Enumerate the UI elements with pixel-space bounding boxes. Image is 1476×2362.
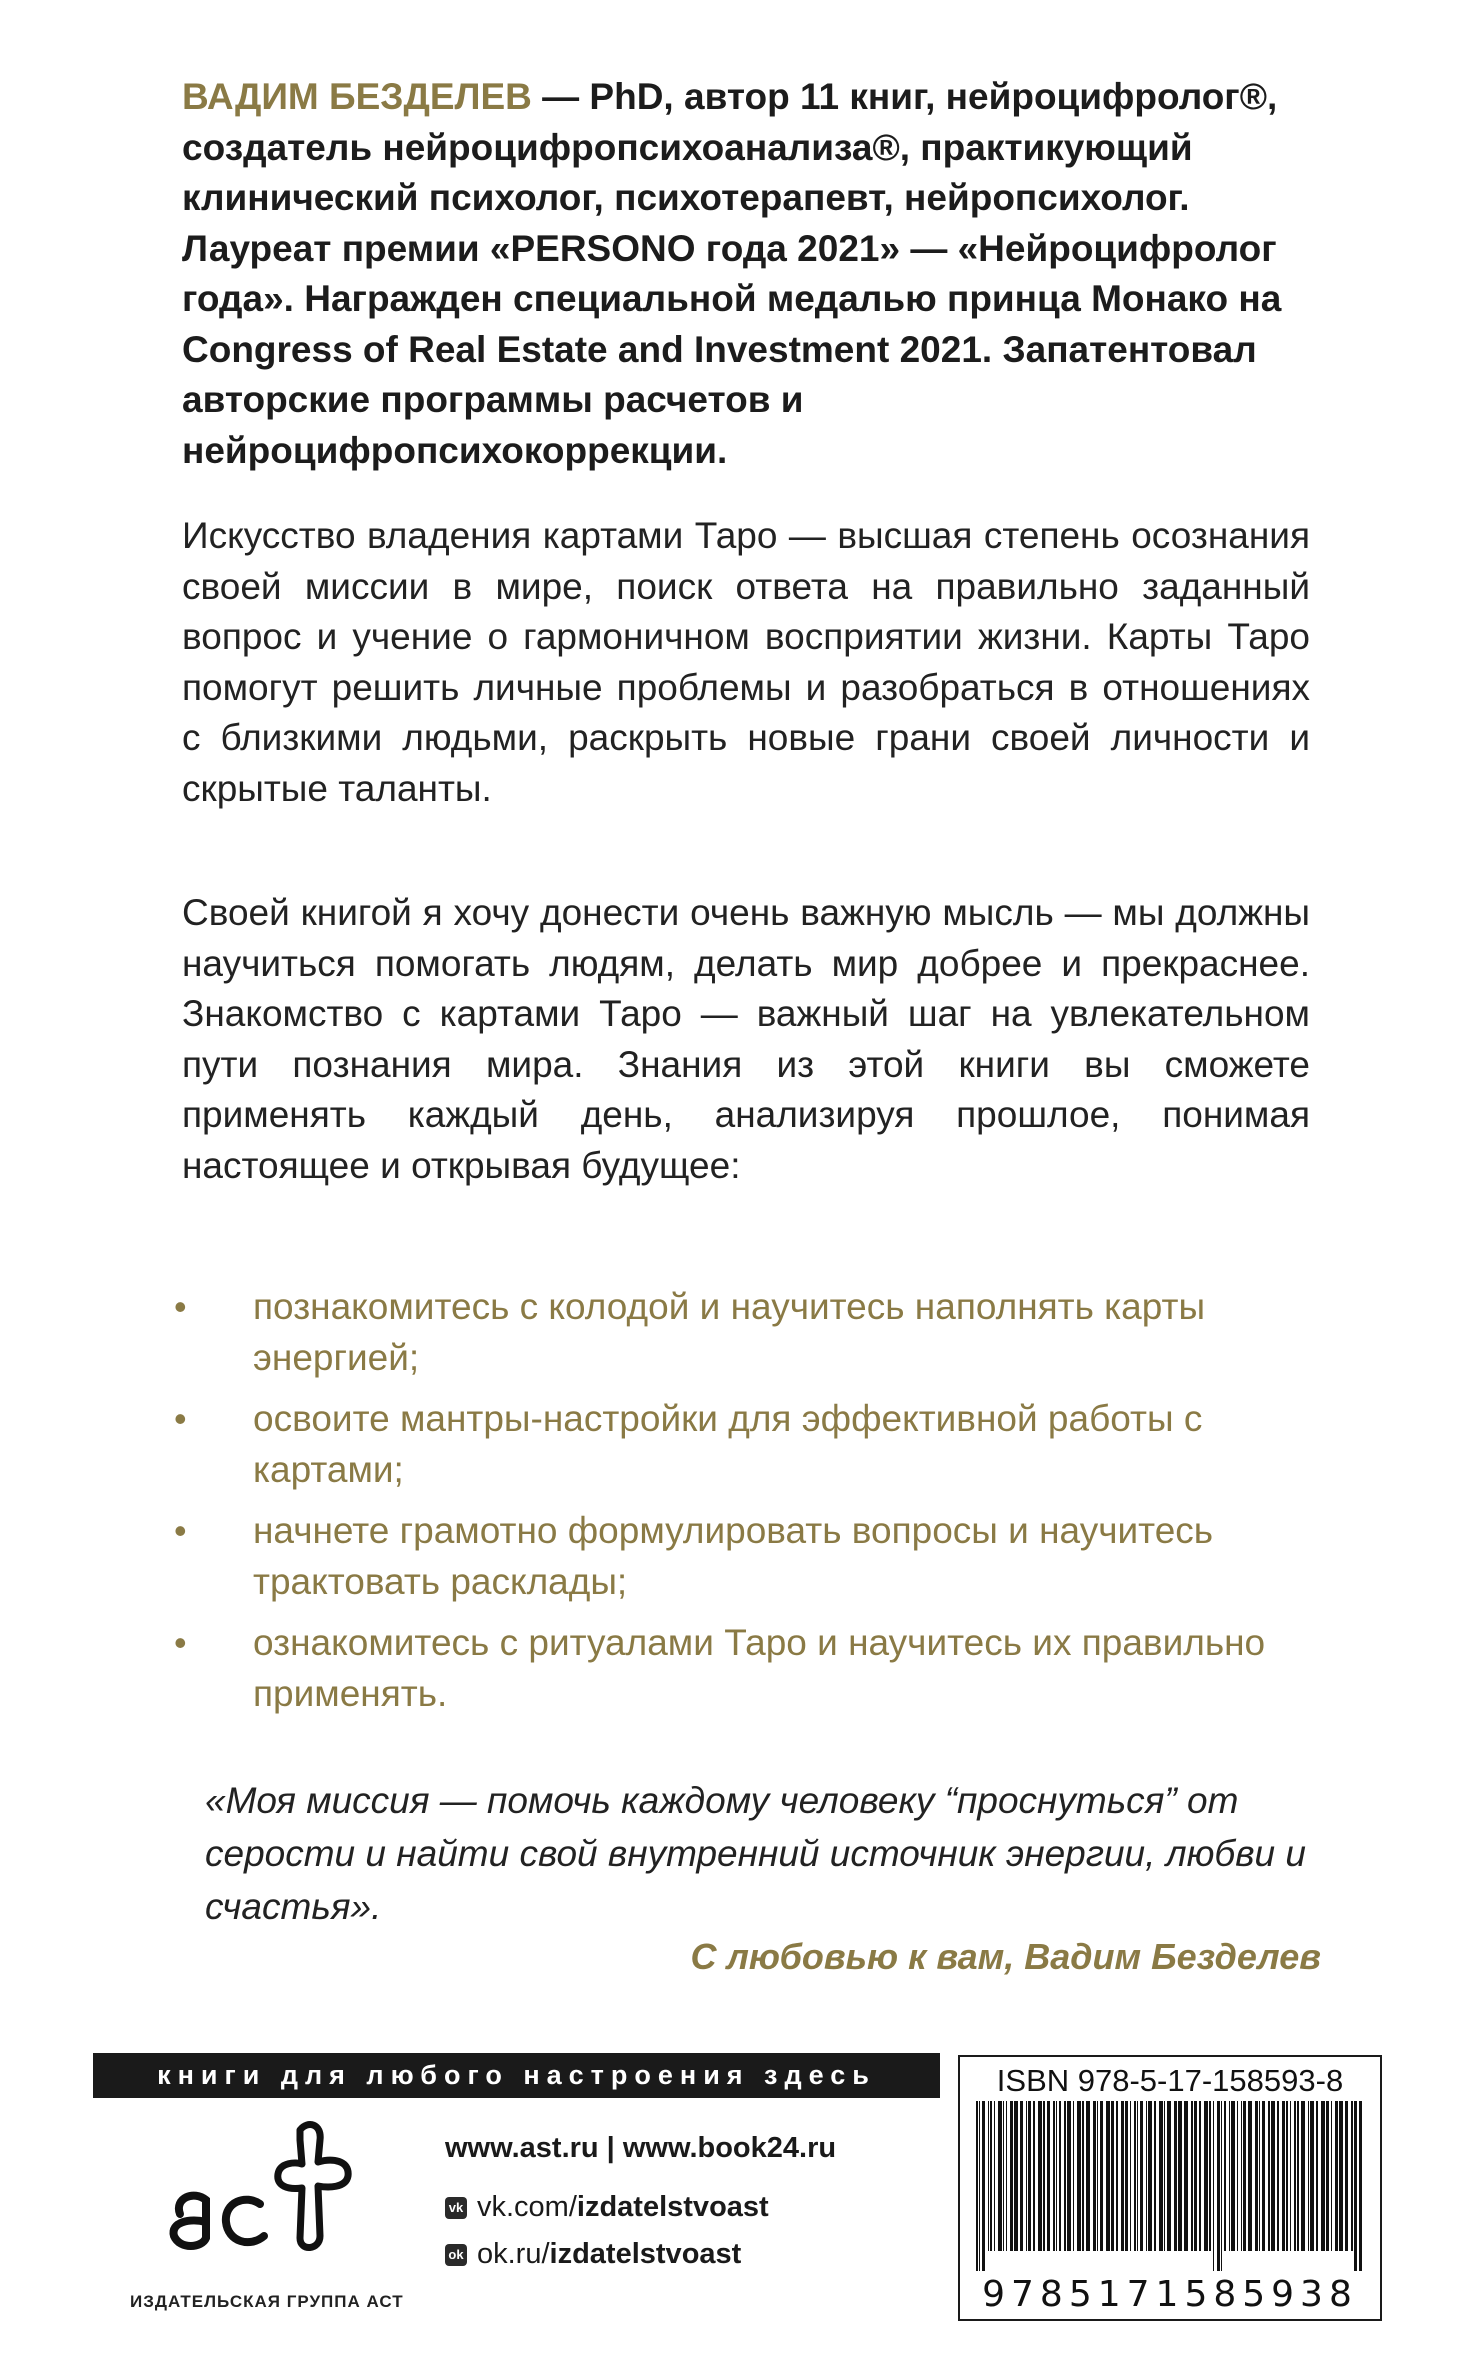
bullet-icon: • — [174, 1398, 187, 1439]
author-bio — [182, 72, 1322, 476]
barcode-bar — [982, 2101, 985, 2271]
barcode-bar — [1224, 2101, 1226, 2251]
barcode-bar — [1134, 2101, 1136, 2251]
list-item-text: освоите мантры-настройки для эффективной работы с картами; — [253, 1398, 1203, 1490]
barcode-bar — [1316, 2101, 1318, 2251]
barcode-bar — [1053, 2101, 1055, 2251]
ok-icon: ok — [445, 2244, 467, 2266]
list-item-text: познакомитесь с колодой и научитесь наполнять карты энергией; — [253, 1286, 1206, 1378]
barcode-bar — [1116, 2101, 1118, 2251]
barcode-bar — [1106, 2101, 1110, 2251]
barcode-bar — [1056, 2101, 1057, 2251]
barcode-bar — [1259, 2101, 1260, 2251]
barcode-bar — [1038, 2101, 1042, 2251]
barcode-bar — [1097, 2101, 1098, 2251]
barcode-bar — [1271, 2101, 1275, 2251]
barcode-bar — [1159, 2101, 1163, 2251]
barcode-bar — [1033, 2101, 1035, 2251]
list-item — [170, 1618, 1320, 1719]
vk-link-handle: izdatelstvoast — [576, 2191, 769, 2223]
ast-logo — [150, 2118, 380, 2268]
barcode-bar — [1294, 2101, 1296, 2251]
barcode-bar — [1255, 2101, 1258, 2251]
isbn-barcode — [958, 2055, 1382, 2321]
barcode-bar — [1345, 2101, 1348, 2251]
author-name: ВАДИМ БЕЗДЕЛЕВ — [182, 76, 532, 117]
vk-link-prefix: vk.com/ — [477, 2191, 577, 2223]
barcode-bar — [1121, 2101, 1124, 2251]
barcode-bar — [1140, 2101, 1143, 2251]
barcode-bar — [1137, 2101, 1138, 2251]
barcode-bar — [1354, 2101, 1357, 2271]
barcode-bar — [1221, 2101, 1222, 2271]
barcode-bar — [1277, 2101, 1279, 2251]
author-quote: «Моя миссия — помочь каждому человеку “проснуться” от серости и найти свой внутренний источник энергии, любви и счастья». — [205, 1780, 1306, 1927]
barcode-bar — [1339, 2101, 1343, 2251]
barcode-bar — [1326, 2101, 1329, 2251]
vk-icon: vk — [445, 2197, 467, 2219]
publisher-caption: ИЗДАТЕЛЬСКАЯ ГРУППА АСТ — [130, 2292, 404, 2311]
barcode-bar — [1335, 2101, 1338, 2251]
barcode-bar — [1174, 2101, 1177, 2251]
barcode-bar — [1154, 2101, 1156, 2251]
ok-link[interactable] — [445, 2238, 836, 2271]
list-item — [170, 1506, 1320, 1607]
bullet-icon: • — [174, 1286, 187, 1327]
barcode-bar — [1194, 2101, 1197, 2251]
barcode-bar — [1301, 2101, 1305, 2251]
barcode-bar — [1310, 2101, 1314, 2251]
barcode-bar — [1148, 2101, 1152, 2251]
benefits-list — [170, 1282, 1320, 1730]
isbn-number: ISBN 978-5-17-158593-8 — [996, 2063, 1344, 2098]
barcode-bars — [966, 2101, 1374, 2271]
list-item-text: начнете грамотно формулировать вопросы и научитесь трактовать расклады; — [253, 1510, 1214, 1602]
barcode-bar — [994, 2101, 995, 2251]
list-item — [170, 1282, 1320, 1383]
description-paragraph-2: Своей книгой я хочу донести очень важную мысль — мы должны научиться помогать людям, делать мир добрее и прекраснее. Знакомство с картами Таро — важный шаг на увлекательном пути познания мира. Знания из этой книги вы сможете применять каждый день, анализируя прошлое, понимая настоящее и открывая будущее: — [182, 892, 1310, 1186]
barcode-bar — [1006, 2101, 1007, 2251]
barcode-bar — [1297, 2101, 1299, 2251]
barcode-bar — [1204, 2101, 1208, 2251]
vk-link[interactable] — [445, 2191, 836, 2224]
author-signature: С любовью к вам, Вадим Безделев — [690, 1936, 1321, 1977]
barcode-digits: 9785171585938 — [982, 2274, 1358, 2315]
barcode-bar — [1308, 2101, 1309, 2251]
barcode-bar — [1028, 2101, 1031, 2251]
barcode-bar — [1064, 2101, 1066, 2251]
barcode-bar — [990, 2101, 992, 2251]
barcode-bar — [1047, 2101, 1050, 2251]
barcode-bar — [1111, 2101, 1114, 2251]
barcode-bar — [1125, 2101, 1128, 2251]
barcode-bar — [1082, 2101, 1084, 2251]
barcode-bar — [1213, 2101, 1214, 2271]
barcode-bar — [1026, 2101, 1027, 2251]
barcode-bar — [1077, 2101, 1081, 2251]
publisher-sites[interactable]: www.ast.ru | www.book24.ru — [445, 2132, 837, 2164]
barcode-bar — [1178, 2101, 1182, 2251]
barcode-bar — [1164, 2101, 1165, 2251]
barcode-bar — [998, 2101, 1002, 2251]
barcode-bar — [1100, 2101, 1103, 2251]
barcode-bar — [1167, 2101, 1171, 2251]
barcode-bar — [1199, 2101, 1201, 2251]
ok-link-prefix: ok.ru/ — [477, 2238, 550, 2270]
barcode-bar — [1184, 2101, 1188, 2251]
barcode-bar — [1243, 2101, 1246, 2251]
barcode-bar — [1241, 2101, 1242, 2251]
barcode-bar — [1086, 2101, 1090, 2251]
barcode-bar — [1020, 2101, 1023, 2251]
barcode-bar — [1014, 2101, 1018, 2251]
barcode-bar — [1229, 2101, 1230, 2251]
barcode-bar — [979, 2101, 980, 2271]
author-bio-text: — PhD, автор 11 книг, нейроцифролог®, создатель нейроцифропсихоанализа®, практикующий клинический психолог, психотерапевт, нейропсихолог. Лауреат премии «PERSONO года 2021» — «Нейроцифролог года». Награжден специальной медалью принца Монако на Congress of Real Estate and Investment 2021. Запатентовал авторские программы расчетов и нейроцифропсихокоррекции. — [182, 76, 1282, 471]
barcode-bar — [1290, 2101, 1291, 2251]
ast-logo-icon — [150, 2118, 380, 2268]
barcode-bar — [976, 2101, 978, 2271]
ok-link-handle: izdatelstvoast — [549, 2238, 742, 2270]
barcode-bar — [1248, 2101, 1252, 2251]
barcode-bar — [1130, 2101, 1131, 2251]
barcode-bar — [1059, 2101, 1061, 2251]
bullet-icon: • — [174, 1622, 187, 1663]
barcode-bar — [1073, 2101, 1074, 2251]
barcode-bar — [1067, 2101, 1071, 2251]
list-item — [170, 1394, 1320, 1495]
barcode-bar — [1043, 2101, 1045, 2251]
barcode-bar — [1093, 2101, 1096, 2251]
barcode-bar — [1209, 2101, 1211, 2251]
barcode-bar — [1351, 2101, 1353, 2251]
barcode-bar — [1191, 2101, 1193, 2251]
barcode-bar — [1262, 2101, 1265, 2251]
barcode-bar — [1003, 2101, 1004, 2251]
barcode-bar — [1321, 2101, 1325, 2251]
barcode-bar — [1010, 2101, 1013, 2251]
barcode-bar — [1146, 2101, 1147, 2251]
publisher-links — [445, 2132, 836, 2285]
barcode-bar — [1286, 2101, 1288, 2251]
barcode-bar — [1331, 2101, 1332, 2251]
list-item-text: ознакомитесь с ритуалами Таро и научитесь их правильно применять. — [253, 1622, 1266, 1714]
description-paragraph-1: Искусство владения картами Таро — высшая степень осознания своей миссии в мире, поиск ответа на правильно заданный вопрос и учение о гармоничном восприятии жизни. Карты Таро помогут решить личные проблемы и разобраться в отношениях с близкими людьми, раскрыть новые грани своей личности и скрытые таланты. — [182, 515, 1310, 809]
barcode-bar — [1217, 2101, 1220, 2271]
barcode-bar — [1231, 2101, 1235, 2251]
promo-banner: книги для любого настроения здесь — [93, 2053, 940, 2098]
bullet-icon: • — [174, 1510, 187, 1551]
barcode-bar — [1282, 2101, 1285, 2251]
barcode-bar — [1359, 2101, 1362, 2271]
barcode-bar — [1237, 2101, 1238, 2251]
barcode-bar — [1268, 2101, 1270, 2251]
barcode-bar — [988, 2101, 989, 2251]
